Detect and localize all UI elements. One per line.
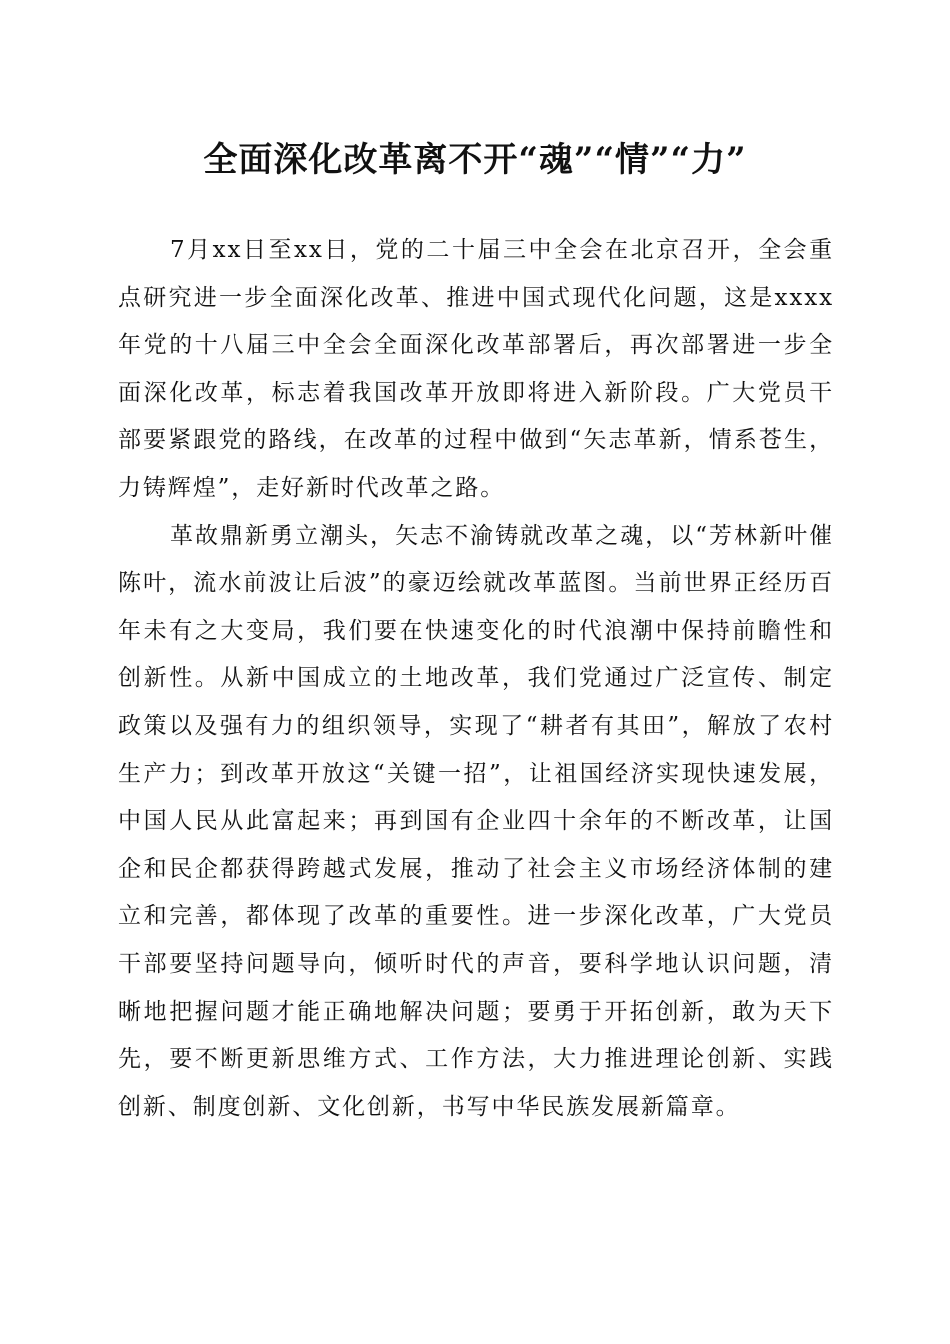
document-title: 全面深化改革离不开“魂”“情”“力” [203,140,747,180]
document-body [118,227,834,1131]
paragraph-1: 7月xx日至xx日，党的二十届三中全会在北京召开，全会重点研究进一步全面深化改革、推进中国式现代化问题，这是xxxx年党的十八届三中全会全面深化改革部署后，再次部署进一步全面深化改革，标志着我国改革开放即将进入新阶段。广大党员干部要紧跟党的路线，在改革的过程中做到“矢志革新，情系苍生，力铸辉煌”，走好新时代改革之路。 [118,237,834,501]
paragraph-2: 革故鼎新勇立潮头，矢志不渝铸就改革之魂，以“芳林新叶催陈叶，流水前波让后波”的豪迈绘就改革蓝图。当前世界正经历百年未有之大变局，我们要在快速变化的时代浪潮中保持前瞻性和创新性。从新中国成立的土地改革，我们党通过广泛宣传、制定政策以及强有力的组织领导，实现了“耕者有其田”，解放了农村生产力；到改革开放这“关键一招”，让祖国经济实现快速发展，中国人民从此富起来；再到国有企业四十余年的不断改革，让国企和民企都获得跨越式发展，推动了社会主义市场经济体制的建立和完善，都体现了改革的重要性。进一步深化改革，广大党员干部要坚持问题导向，倾听时代的声音，要科学地认识问题，清晰地把握问题才能正确地解决问题；要勇于开拓创新，敢为天下先，要不断更新思维方式、工作方法，大力推进理论创新、实践创新、制度创新、文化创新，书写中华民族发展新篇章。 [118,522,834,1120]
